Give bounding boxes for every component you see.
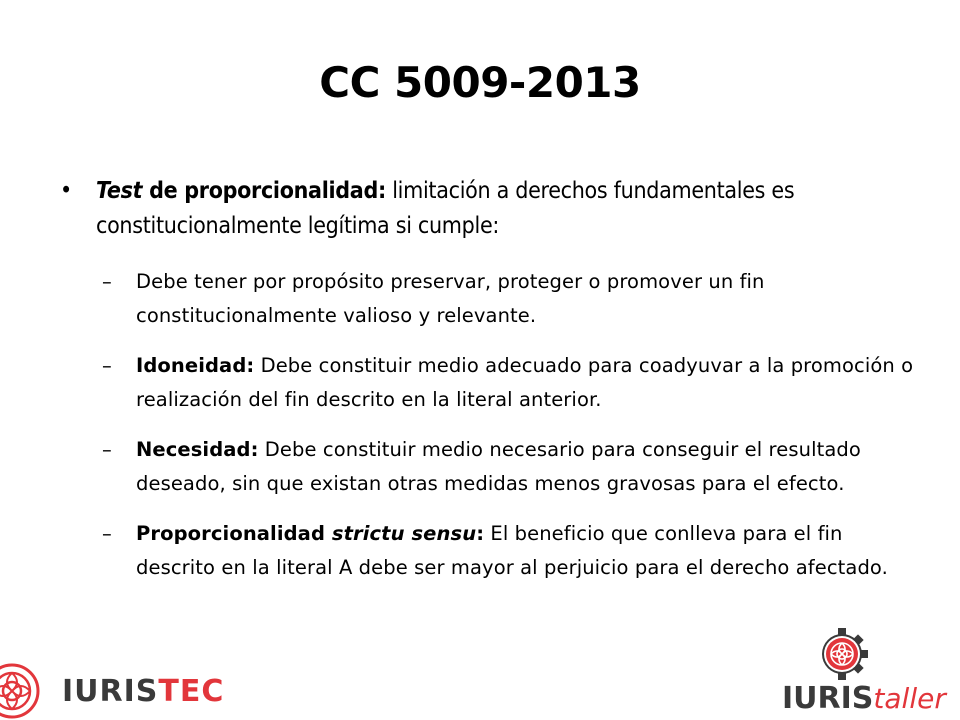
sub-bullet-text: El beneficio que conlleva para el fin descrito en la literal A debe ser mayor al perjuicio para el derecho afectado. xyxy=(136,522,888,579)
dash-marker: – xyxy=(102,438,112,461)
sub-bullet-proporcionalidad xyxy=(60,517,920,585)
iuristec-emblem-icon xyxy=(0,662,46,720)
sub-bullet-text: Debe constituir medio adecuado para coadyuvar a la promoción o realización del fin descrito en la literal anterior. xyxy=(136,354,914,411)
sub-bullet-lead: Necesidad: xyxy=(136,438,259,461)
dash-marker: – xyxy=(102,270,112,293)
sub-bullet-lead-colon: : xyxy=(476,522,485,545)
sub-bullet-lead: Idoneidad: xyxy=(136,354,255,377)
gear-icon xyxy=(818,628,870,680)
sub-bullet-text: Debe tener por propósito preservar, proteger o promover un fin constitucionalmente valioso y relevante. xyxy=(136,270,765,327)
iuristaller-wordmark: IURIStaller xyxy=(782,681,946,716)
slide-content xyxy=(60,174,920,601)
sub-bullet-list xyxy=(60,265,920,585)
main-bullet-term-italic: Test xyxy=(96,178,143,204)
sub-bullet-necesidad xyxy=(60,433,920,501)
sub-bullet-text: Debe constituir medio necesario para conseguir el resultado deseado, sin que existan otras medidas menos gravosas para el efecto. xyxy=(136,438,861,495)
sub-bullet-fin xyxy=(60,265,920,333)
main-bullet-text: limitación a derechos fundamentales es constitucionalmente legítima si cumple: xyxy=(96,178,795,239)
sub-bullet-idoneidad xyxy=(60,349,920,417)
main-bullet xyxy=(60,174,920,244)
dash-marker: – xyxy=(102,354,112,377)
dash-marker: – xyxy=(102,522,112,545)
slide-title: CC 5009-2013 xyxy=(319,58,641,107)
iuristec-logo xyxy=(0,662,224,720)
iuristec-wordmark: IURISTEC xyxy=(62,673,225,709)
sub-bullet-lead: Proporcionalidad xyxy=(136,522,332,545)
bullet-dot: • xyxy=(60,178,72,204)
sub-bullet-lead-italic: strictu sensu xyxy=(331,522,477,545)
main-bullet-term: de proporcionalidad: xyxy=(142,178,386,204)
iuristaller-logo xyxy=(782,628,946,720)
